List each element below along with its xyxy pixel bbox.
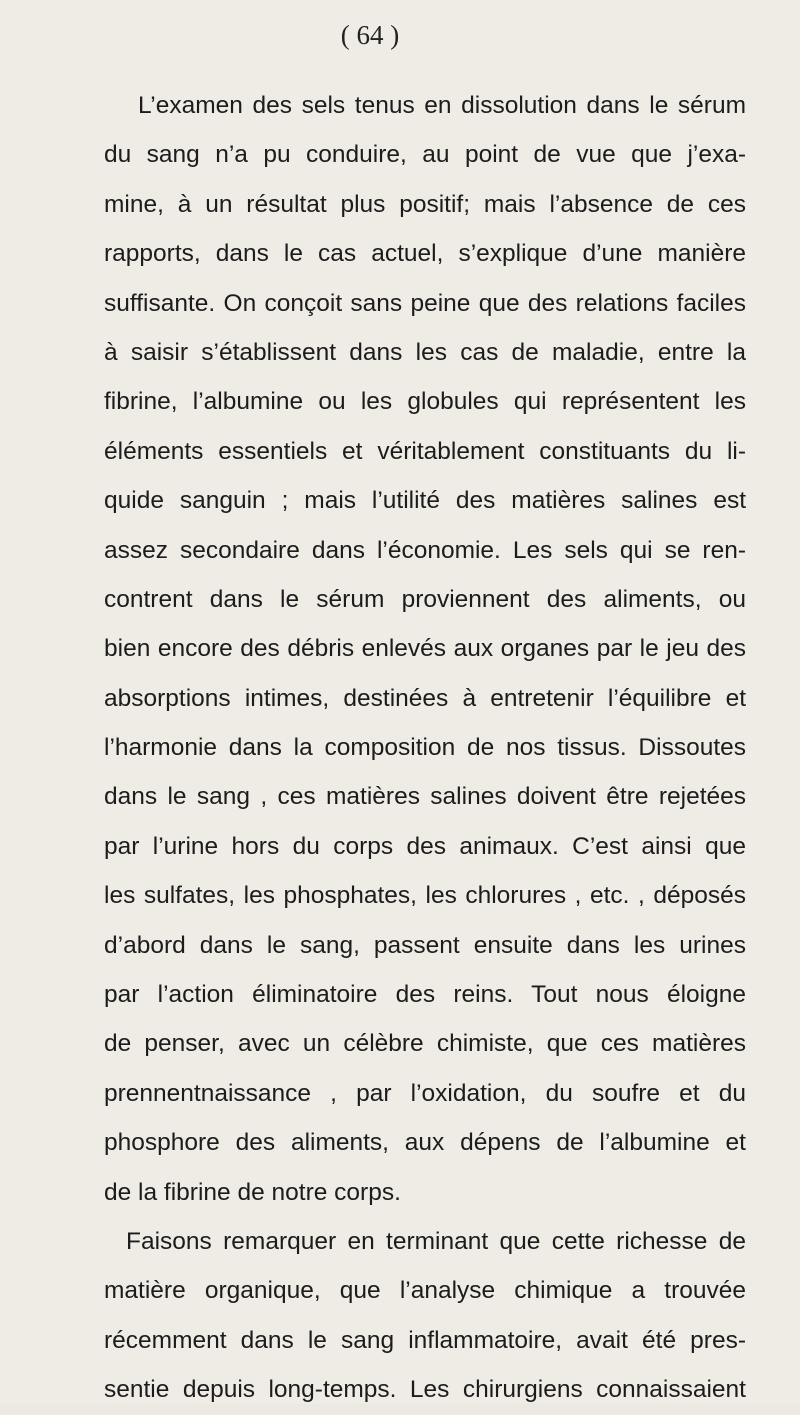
text-line: récemment dans le sang inflammatoire, avait été pres- xyxy=(104,1326,746,1354)
text-line: prennentnaissance , par l’oxidation, du soufre et du xyxy=(104,1079,746,1107)
text-line: les sulfates, les phosphates, les chlorures , etc. , déposés xyxy=(104,882,746,910)
text-line: d’abord dans le sang, passent ensuite dans les urines xyxy=(104,931,746,959)
text-line: Faisons remarquer en terminant que cette richesse de xyxy=(126,1227,746,1255)
text-line: sentie depuis long-temps. Les chirurgiens connaissaient xyxy=(104,1376,746,1404)
text-line: mine, à un résultat plus positif; mais l’absence de ces xyxy=(104,190,746,218)
text-line: quide sanguin ; mais l’utilité des matières salines est xyxy=(104,487,746,515)
text-line: matière organique, que l’analyse chimique a trouvée xyxy=(104,1277,746,1305)
text-line: par l’urine hors du corps des animaux. C’est ainsi que xyxy=(104,832,746,860)
text-line: éléments essentiels et véritablement constituants du li- xyxy=(104,437,746,465)
text-line: l’harmonie dans la composition de nos tissus. Dissoutes xyxy=(104,734,746,762)
text-line: L’examen des sels tenus en dissolution dans le sérum xyxy=(138,92,746,119)
paragraph-1 xyxy=(104,81,746,1217)
text-line: assez secondaire dans l’économie. Les sels qui se ren- xyxy=(104,536,746,564)
page-number: ( 64 ) xyxy=(340,20,400,50)
text-line: fibrine, l’albumine ou les globules qui représentent les xyxy=(104,388,746,416)
text-line: contrent dans le sérum proviennent des aliments, ou xyxy=(104,585,746,613)
text-line: rapports, dans le cas actuel, s’explique d’une manière xyxy=(104,240,746,268)
text-line: de penser, avec un célèbre chimiste, que ces matières xyxy=(104,1030,746,1058)
text-line: phosphore des aliments, aux dépens de l’albumine et xyxy=(104,1129,746,1157)
body-text xyxy=(104,81,746,1415)
text-line: à saisir s’établissent dans les cas de maladie, entre la xyxy=(104,338,746,366)
text-line: suffisante. On conçoit sans peine que des relations faciles xyxy=(104,289,746,317)
paragraph-2 xyxy=(104,1217,746,1415)
text-line: bien encore des débris enlevés aux organes par le jeu des xyxy=(104,635,746,663)
text-line: par l’action éliminatoire des reins. Tout nous éloigne xyxy=(104,981,746,1009)
text-line: absorptions intimes, destinées à entretenir l’équilibre et xyxy=(104,684,746,712)
text-line: dans le sang , ces matières salines doivent être rejetées xyxy=(104,783,746,811)
text-line: de la fibrine de notre corps. xyxy=(104,1178,401,1206)
text-line: du sang n’a pu conduire, au point de vue que j’exa- xyxy=(104,141,746,169)
